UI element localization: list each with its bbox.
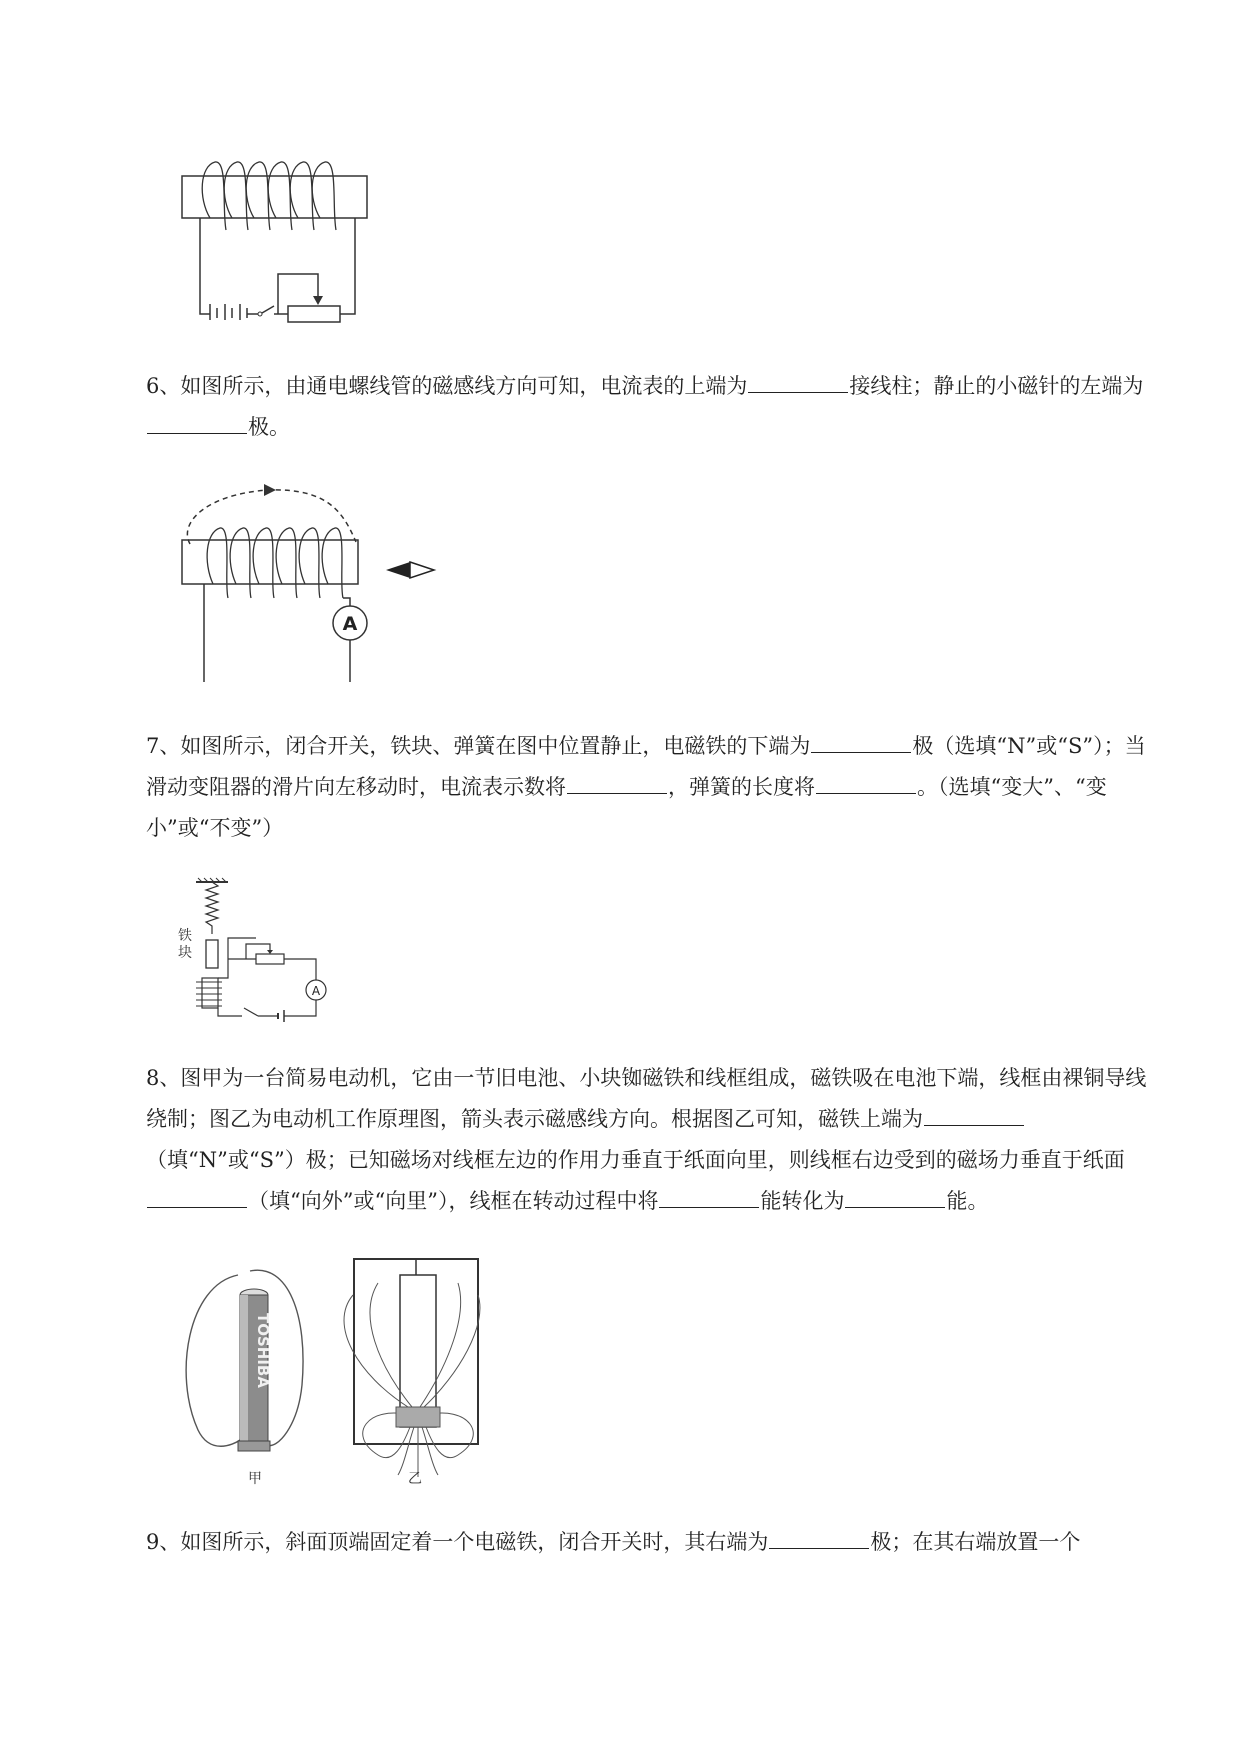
caption-a: 甲 [248,1471,262,1487]
iron-label: 铁 [178,928,192,944]
question-7 [146,726,1151,849]
answer-blank[interactable] [811,732,911,753]
caption-b: 乙 [408,1471,422,1487]
answer-blank[interactable] [845,1187,945,1208]
question-8 [146,1058,1151,1222]
answer-blank[interactable] [567,773,667,794]
q8-text-1: 8、图甲为一台简易电动机，它由一节旧电池、小块铷磁铁和线框组成，磁铁吸在电池下端，线框由裸铜导线绕制；图乙为电动机工作原理图，箭头表示磁感线方向。根据图乙可知，磁铁上端为 [146,1066,1147,1131]
q8-text-5: 能。 [946,1189,989,1213]
q9-text-2: 极；在其右端放置一个 [870,1530,1081,1554]
ammeter-label: A [342,613,358,635]
answer-blank[interactable] [147,1187,247,1208]
ammeter-label: A [311,984,321,998]
q8-motor-figure [178,1255,508,1495]
answer-blank[interactable] [147,413,247,434]
answer-blank[interactable] [748,372,848,393]
q7-text-3: ，弹簧的长度将 [668,775,815,799]
iron-label: 块 [178,945,192,961]
answer-blank[interactable] [659,1187,759,1208]
q7-text-4: 。（选填“变大”、“变小”或“不变”） [146,775,1107,840]
battery-brand: TOSHIBA [254,1313,272,1388]
answer-blank[interactable] [924,1105,1024,1126]
solenoid-circuit-figure [170,158,380,328]
q8-text-4: 能转化为 [760,1189,845,1213]
compass-needle-icon [386,562,410,578]
question-9 [146,1522,1151,1563]
answer-blank[interactable] [769,1528,869,1549]
q7-text-1: 7、如图所示，闭合开关，铁块、弹簧在图中位置静止，电磁铁的下端为 [146,734,811,758]
q6-solenoid-figure [168,482,468,692]
question-6 [146,366,1151,448]
q6-text-1: 6、如图所示，由通电螺线管的磁感线方向可知，电流表的上端为 [146,374,748,398]
answer-blank[interactable] [816,773,916,794]
q6-text-2: 接线柱；静止的小磁针的左端为 [849,374,1144,398]
q9-text-1: 9、如图所示，斜面顶端固定着一个电磁铁，闭合开关时，其右端为 [146,1530,769,1554]
q7-electromagnet-figure [174,874,334,1024]
q8-text-3: （填“向外”或“向里”），线框在转动过程中将 [248,1189,659,1213]
q7-text-2: 极（选填“N”或“S”）；当滑动变阻器的滑片向左移动时，电流表示数将 [146,734,1146,799]
q8-text-2: （填“N”或“S”）极；已知磁场对线框左边的作用力垂直于纸面向里，则线框右边受到的磁场力垂直于纸面 [146,1148,1125,1172]
q6-text-3: 极。 [248,415,290,439]
